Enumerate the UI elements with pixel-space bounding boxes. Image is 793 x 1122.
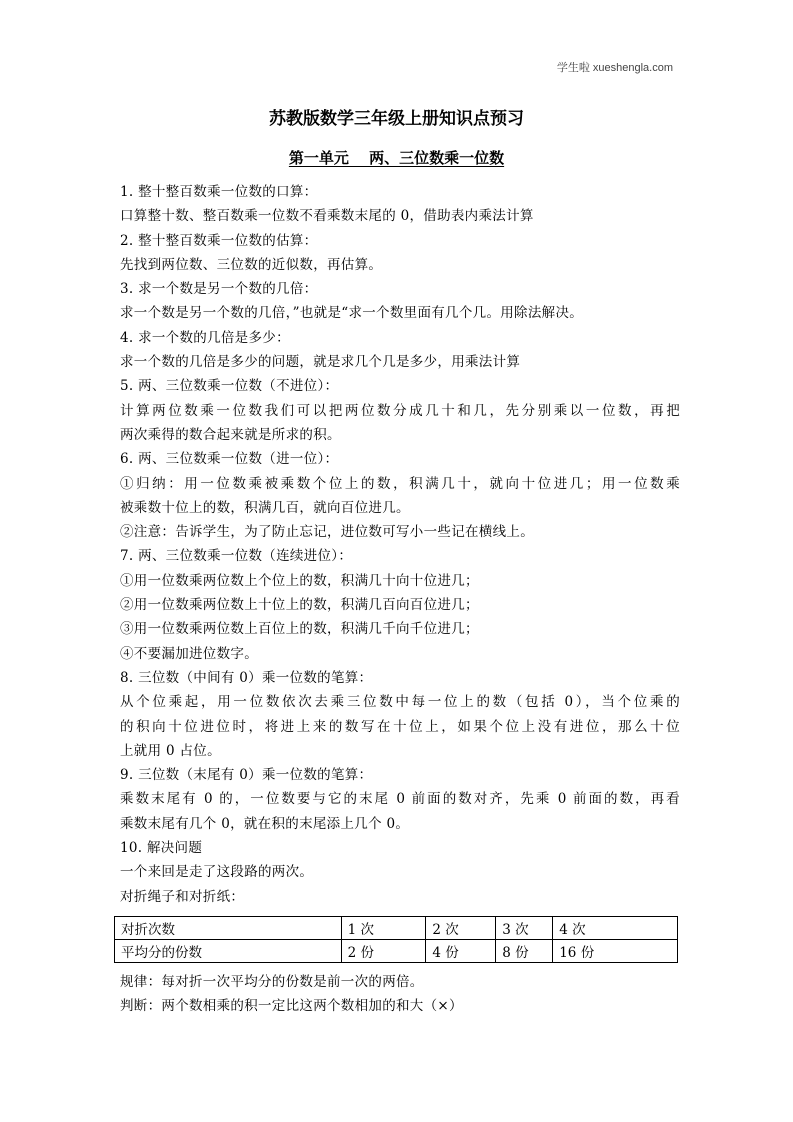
text-line: 判断：两个数相乘的积一定比这两个数相加的和大（×） xyxy=(120,998,463,1015)
text-line: ③用一位数乘两位数上百位上的数，积满几千向千位进几； xyxy=(120,621,479,638)
text-line: 1. 整十整百数乘一位数的口算： xyxy=(120,184,318,200)
text-line: 5. 两、三位数乘一位数（不进位）： xyxy=(120,378,339,395)
table-row xyxy=(115,917,678,940)
section-title xyxy=(0,147,793,168)
text-line: ②用一位数乘两位数上十位上的数，积满几百向百位进几； xyxy=(120,597,479,614)
text-line: 乘数末尾有几个 0，就在积的末尾添上几个 0。 xyxy=(120,815,410,832)
text-line: 规律：每对折一次平均分的份数是前一次的两倍。 xyxy=(120,974,424,990)
text-line: 两次乘得的数合起来就是所求的积。 xyxy=(120,426,341,443)
text-line: 求一个数是另一个数的几倍，”也就是“求一个数里面有几个几。用除法解决。 xyxy=(120,305,584,322)
table-cell: 2 份 xyxy=(341,940,426,963)
table-cell: 对折次数 xyxy=(115,917,342,940)
text-line: 2. 整十整百数乘一位数的估算： xyxy=(120,232,318,249)
table-cell: 8 份 xyxy=(496,940,553,963)
table-cell: 16 份 xyxy=(553,940,678,963)
text-line: 口算整十数、整百数乘一位数不看乘数末尾的 0，借助表内乘法计算 xyxy=(120,208,534,225)
text-line: 6. 两、三位数乘一位数（进一位）： xyxy=(120,451,339,468)
text-line: ①归纳：用一位数乘被乘数个位上的数，积满几十，就向十位进几；用一位数乘 xyxy=(120,475,680,492)
text-line: 计算两位数乘一位数我们可以把两位数分成几十和几，先分别乘以一位数，再把 xyxy=(120,402,680,419)
text-line: 的积向十位进位时，将进上来的数写在十位上，如果个位上没有进位，那么十位 xyxy=(120,718,680,735)
text-line: ④不要漏加进位数字。 xyxy=(120,645,258,662)
text-line: 10. 解决问题 xyxy=(120,840,203,857)
table-cell: 2 次 xyxy=(426,917,496,940)
text-line: 先找到两位数、三位数的近似数，再估算。 xyxy=(120,256,383,273)
table-cell: 3 次 xyxy=(496,917,553,940)
page-title: 苏教版数学三年级上册知识点预习 xyxy=(269,109,524,129)
table-row xyxy=(115,940,678,963)
text-line: 3. 求一个数是另一个数的几倍： xyxy=(120,281,318,298)
text-line: 被乘数十位上的数，积满几百，就向百位进几。 xyxy=(120,499,410,516)
text-line: ①用一位数乘两位数上个位上的数，积满几十向十位进几； xyxy=(120,572,479,589)
main-content xyxy=(120,180,680,909)
text-line: 对折绳子和对折纸： xyxy=(120,888,245,905)
table-cell: 4 份 xyxy=(426,940,496,963)
text-line: ②注意：告诉学生，为了防止忘记，进位数可写小一些记在横线上。 xyxy=(120,524,534,541)
site-watermark: 学生啦 xueshengla.com xyxy=(556,62,673,74)
text-line: 乘数末尾有 0 的，一位数要与它的末尾 0 前面的数对齐，先乘 0 前面的数，再看 xyxy=(120,791,680,808)
section-title-text: 第一单元 两、三位数乘一位数 xyxy=(288,149,505,167)
text-line: 4. 求一个数的几倍是多少： xyxy=(120,329,290,346)
folding-table xyxy=(114,916,678,963)
table-cell: 4 次 xyxy=(553,917,678,940)
table-cell: 1 次 xyxy=(341,917,426,940)
text-line: 8. 三位数（中间有 0）乘一位数的笔算： xyxy=(120,669,373,686)
text-line: 9. 三位数（末尾有 0）乘一位数的笔算： xyxy=(120,767,373,784)
after-table-content xyxy=(120,970,680,1019)
text-line: 7. 两、三位数乘一位数（连续进位）： xyxy=(120,548,353,565)
text-line: 从个位乘起，用一位数依次去乘三位数中每一位上的数（包括 0），当个位乘的 xyxy=(120,694,680,711)
text-line: 求一个数的几倍是多少的问题，就是求几个几是多少，用乘法计算 xyxy=(120,354,521,371)
table-cell: 平均分的份数 xyxy=(115,940,342,963)
text-line: 一个来回是走了这段路的两次。 xyxy=(120,864,314,881)
text-line: 上就用 0 占位。 xyxy=(120,742,221,759)
